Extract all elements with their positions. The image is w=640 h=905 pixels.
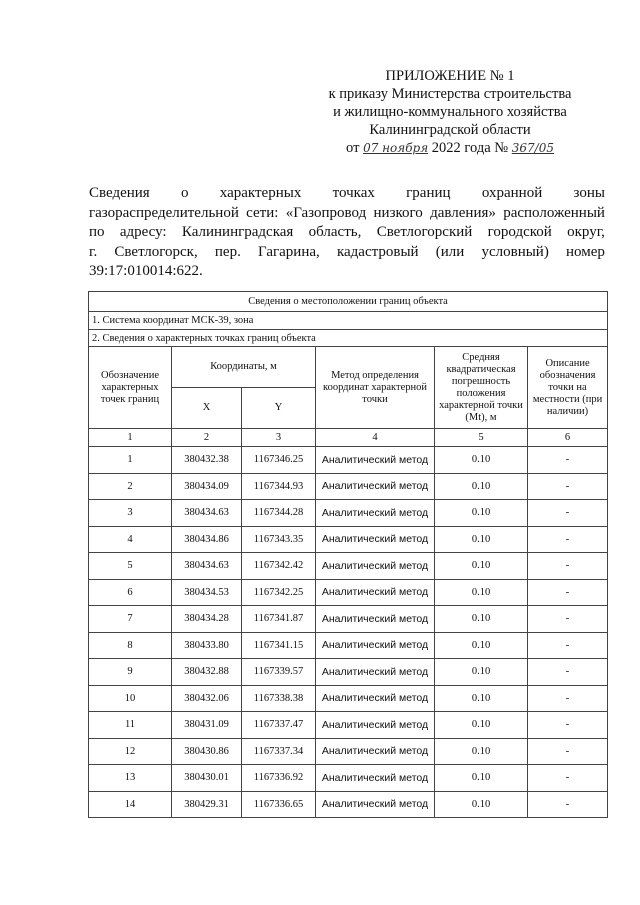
mean-error: 0.10 (435, 791, 528, 818)
intro-word: газораспределительной (89, 204, 239, 221)
method: Аналитический метод (316, 632, 435, 659)
mean-error: 0.10 (435, 738, 528, 765)
col-method-header: Метод определения координат характерной точки (316, 347, 435, 429)
intro-word: характерных (219, 185, 302, 201)
coord-x: 380434.63 (172, 553, 242, 580)
intro-word: городской (487, 224, 552, 240)
col-description-header: Описание обозначения точки на местности (при наличии) (528, 347, 608, 429)
mean-error: 0.10 (435, 500, 528, 527)
point-number: 8 (89, 632, 172, 659)
col-number: 2 (172, 429, 242, 447)
col-error-header: Средняя квадратическая погрешность положения характерной точки (Mt), м (435, 347, 528, 429)
table-row (89, 500, 608, 527)
handwritten-number: 367/05 (511, 141, 554, 155)
description: - (528, 606, 608, 633)
method: Аналитический метод (316, 473, 435, 500)
coord-x: 380434.09 (172, 473, 242, 500)
boundary-table (88, 291, 608, 818)
intro-word: о (181, 185, 189, 201)
mean-error: 0.10 (435, 447, 528, 474)
description: - (528, 553, 608, 580)
point-number: 6 (89, 579, 172, 606)
coord-y: 1167344.28 (242, 500, 316, 527)
mean-error: 0.10 (435, 712, 528, 739)
table-row (89, 791, 608, 818)
col-coords-header: Координаты, м (172, 347, 316, 388)
mean-error: 0.10 (435, 473, 528, 500)
coord-x: 380433.80 (172, 632, 242, 659)
method: Аналитический метод (316, 447, 435, 474)
intro-word: (или (435, 243, 465, 260)
coord-x: 380432.38 (172, 447, 242, 474)
coord-y: 1167336.65 (242, 791, 316, 818)
method: Аналитический метод (316, 553, 435, 580)
point-number: 4 (89, 526, 172, 553)
intro-word: «Газопровод (285, 204, 367, 221)
method: Аналитический метод (316, 500, 435, 527)
coord-y: 1167336.92 (242, 765, 316, 792)
table-row (89, 447, 608, 474)
intro-word: Гагарина, (258, 243, 320, 260)
col-number: 1 (89, 429, 172, 447)
coord-x: 380434.28 (172, 606, 242, 633)
intro-word: Светлогорский (376, 224, 473, 240)
intro-word: округ, (567, 224, 605, 240)
table-row (89, 738, 608, 765)
handwritten-date: 07 ноября (363, 141, 429, 155)
coord-x: 380434.53 (172, 579, 242, 606)
method: Аналитический метод (316, 738, 435, 765)
table-row (89, 685, 608, 712)
col-x-header: X (172, 388, 242, 429)
table-row (89, 526, 608, 553)
intro-word: низкого (373, 204, 423, 221)
method: Аналитический метод (316, 579, 435, 606)
coord-x: 380430.86 (172, 738, 242, 765)
coord-y: 1167338.38 (242, 685, 316, 712)
appendix-line-2: и жилищно-коммунального хозяйства (333, 104, 567, 120)
mean-error: 0.10 (435, 553, 528, 580)
point-number: 7 (89, 606, 172, 633)
point-number: 1 (89, 447, 172, 474)
description: - (528, 632, 608, 659)
intro-line (89, 184, 605, 204)
point-number: 10 (89, 685, 172, 712)
intro-word: сети: (246, 204, 279, 221)
coord-y: 1167343.35 (242, 526, 316, 553)
table-row (89, 473, 608, 500)
method: Аналитический метод (316, 791, 435, 818)
description: - (528, 791, 608, 818)
description: - (528, 473, 608, 500)
table-row (89, 659, 608, 686)
intro-word: номер (566, 243, 605, 260)
points-caption: 2. Сведения о характерных точках границ объекта (89, 330, 608, 347)
intro-word: условный) (481, 243, 549, 260)
method: Аналитический метод (316, 685, 435, 712)
appendix-line-3: Калининградской области (369, 122, 531, 138)
intro-word: зоны (573, 185, 605, 201)
point-number: 9 (89, 659, 172, 686)
table-row (89, 712, 608, 739)
coord-y: 1167341.87 (242, 606, 316, 633)
mean-error: 0.10 (435, 526, 528, 553)
mean-error: 0.10 (435, 765, 528, 792)
description: - (528, 526, 608, 553)
appendix-date-line (300, 139, 600, 157)
coord-x: 380432.88 (172, 659, 242, 686)
intro-word: охранной (481, 185, 543, 201)
coord-y: 1167342.42 (242, 553, 316, 580)
col-number: 5 (435, 429, 528, 447)
intro-line (89, 243, 605, 263)
coord-x: 380430.01 (172, 765, 242, 792)
col-number: 6 (528, 429, 608, 447)
description: - (528, 659, 608, 686)
col-y-header: Y (242, 388, 316, 429)
intro-word: пер. (214, 243, 241, 260)
coordinate-system: 1. Система координат МСК-39, зона (89, 312, 608, 330)
intro-word: по (89, 224, 105, 240)
intro-last-line: 39:17:010014:622. (89, 263, 203, 279)
coord-y: 1167346.25 (242, 447, 316, 474)
description: - (528, 685, 608, 712)
description: - (528, 579, 608, 606)
point-number: 2 (89, 473, 172, 500)
intro-word: границ (406, 185, 451, 201)
table-row (89, 765, 608, 792)
col-number: 4 (316, 429, 435, 447)
method: Аналитический метод (316, 659, 435, 686)
table-title: Сведения о местоположении границ объекта (89, 292, 608, 312)
intro-word: Калининградская (181, 224, 294, 240)
point-number: 14 (89, 791, 172, 818)
coord-y: 1167342.25 (242, 579, 316, 606)
table-row (89, 606, 608, 633)
col-number: 3 (242, 429, 316, 447)
date-year: 2022 года № (431, 140, 509, 156)
method: Аналитический метод (316, 526, 435, 553)
description: - (528, 447, 608, 474)
intro-word: область, (308, 224, 362, 240)
point-number: 13 (89, 765, 172, 792)
coord-x: 380434.63 (172, 500, 242, 527)
coord-y: 1167339.57 (242, 659, 316, 686)
table-row (89, 553, 608, 580)
intro-line (89, 223, 605, 243)
table-row (89, 579, 608, 606)
description: - (528, 712, 608, 739)
coord-y: 1167341.15 (242, 632, 316, 659)
intro-word: Сведения (89, 185, 150, 201)
appendix-line-1: к приказу Министерства строительства (328, 86, 572, 102)
appendix-title: ПРИЛОЖЕНИЕ № 1 (385, 68, 515, 84)
coord-y: 1167337.34 (242, 738, 316, 765)
table-row (89, 632, 608, 659)
date-prefix: от (346, 140, 360, 156)
mean-error: 0.10 (435, 606, 528, 633)
intro-word: точках (332, 185, 375, 201)
intro-word: расположенный (503, 204, 605, 221)
mean-error: 0.10 (435, 579, 528, 606)
coord-x: 380432.06 (172, 685, 242, 712)
intro-word: Светлогорск, (114, 243, 198, 260)
method: Аналитический метод (316, 606, 435, 633)
mean-error: 0.10 (435, 632, 528, 659)
point-number: 3 (89, 500, 172, 527)
method: Аналитический метод (316, 712, 435, 739)
point-number: 11 (89, 712, 172, 739)
coord-x: 380434.86 (172, 526, 242, 553)
description: - (528, 500, 608, 527)
intro-word: г. (89, 243, 98, 260)
mean-error: 0.10 (435, 685, 528, 712)
point-number: 5 (89, 553, 172, 580)
method: Аналитический метод (316, 765, 435, 792)
intro-word: адресу: (119, 224, 167, 240)
intro-word: давления» (430, 204, 496, 221)
appendix-header (300, 67, 600, 157)
intro-line (89, 204, 605, 224)
description: - (528, 738, 608, 765)
intro-paragraph (89, 184, 605, 282)
coord-y: 1167344.93 (242, 473, 316, 500)
coord-x: 380429.31 (172, 791, 242, 818)
intro-word: кадастровый (336, 243, 419, 260)
col-designation-header: Обозначение характерных точек границ (89, 347, 172, 429)
mean-error: 0.10 (435, 659, 528, 686)
description: - (528, 765, 608, 792)
coord-y: 1167337.47 (242, 712, 316, 739)
coord-x: 380431.09 (172, 712, 242, 739)
point-number: 12 (89, 738, 172, 765)
